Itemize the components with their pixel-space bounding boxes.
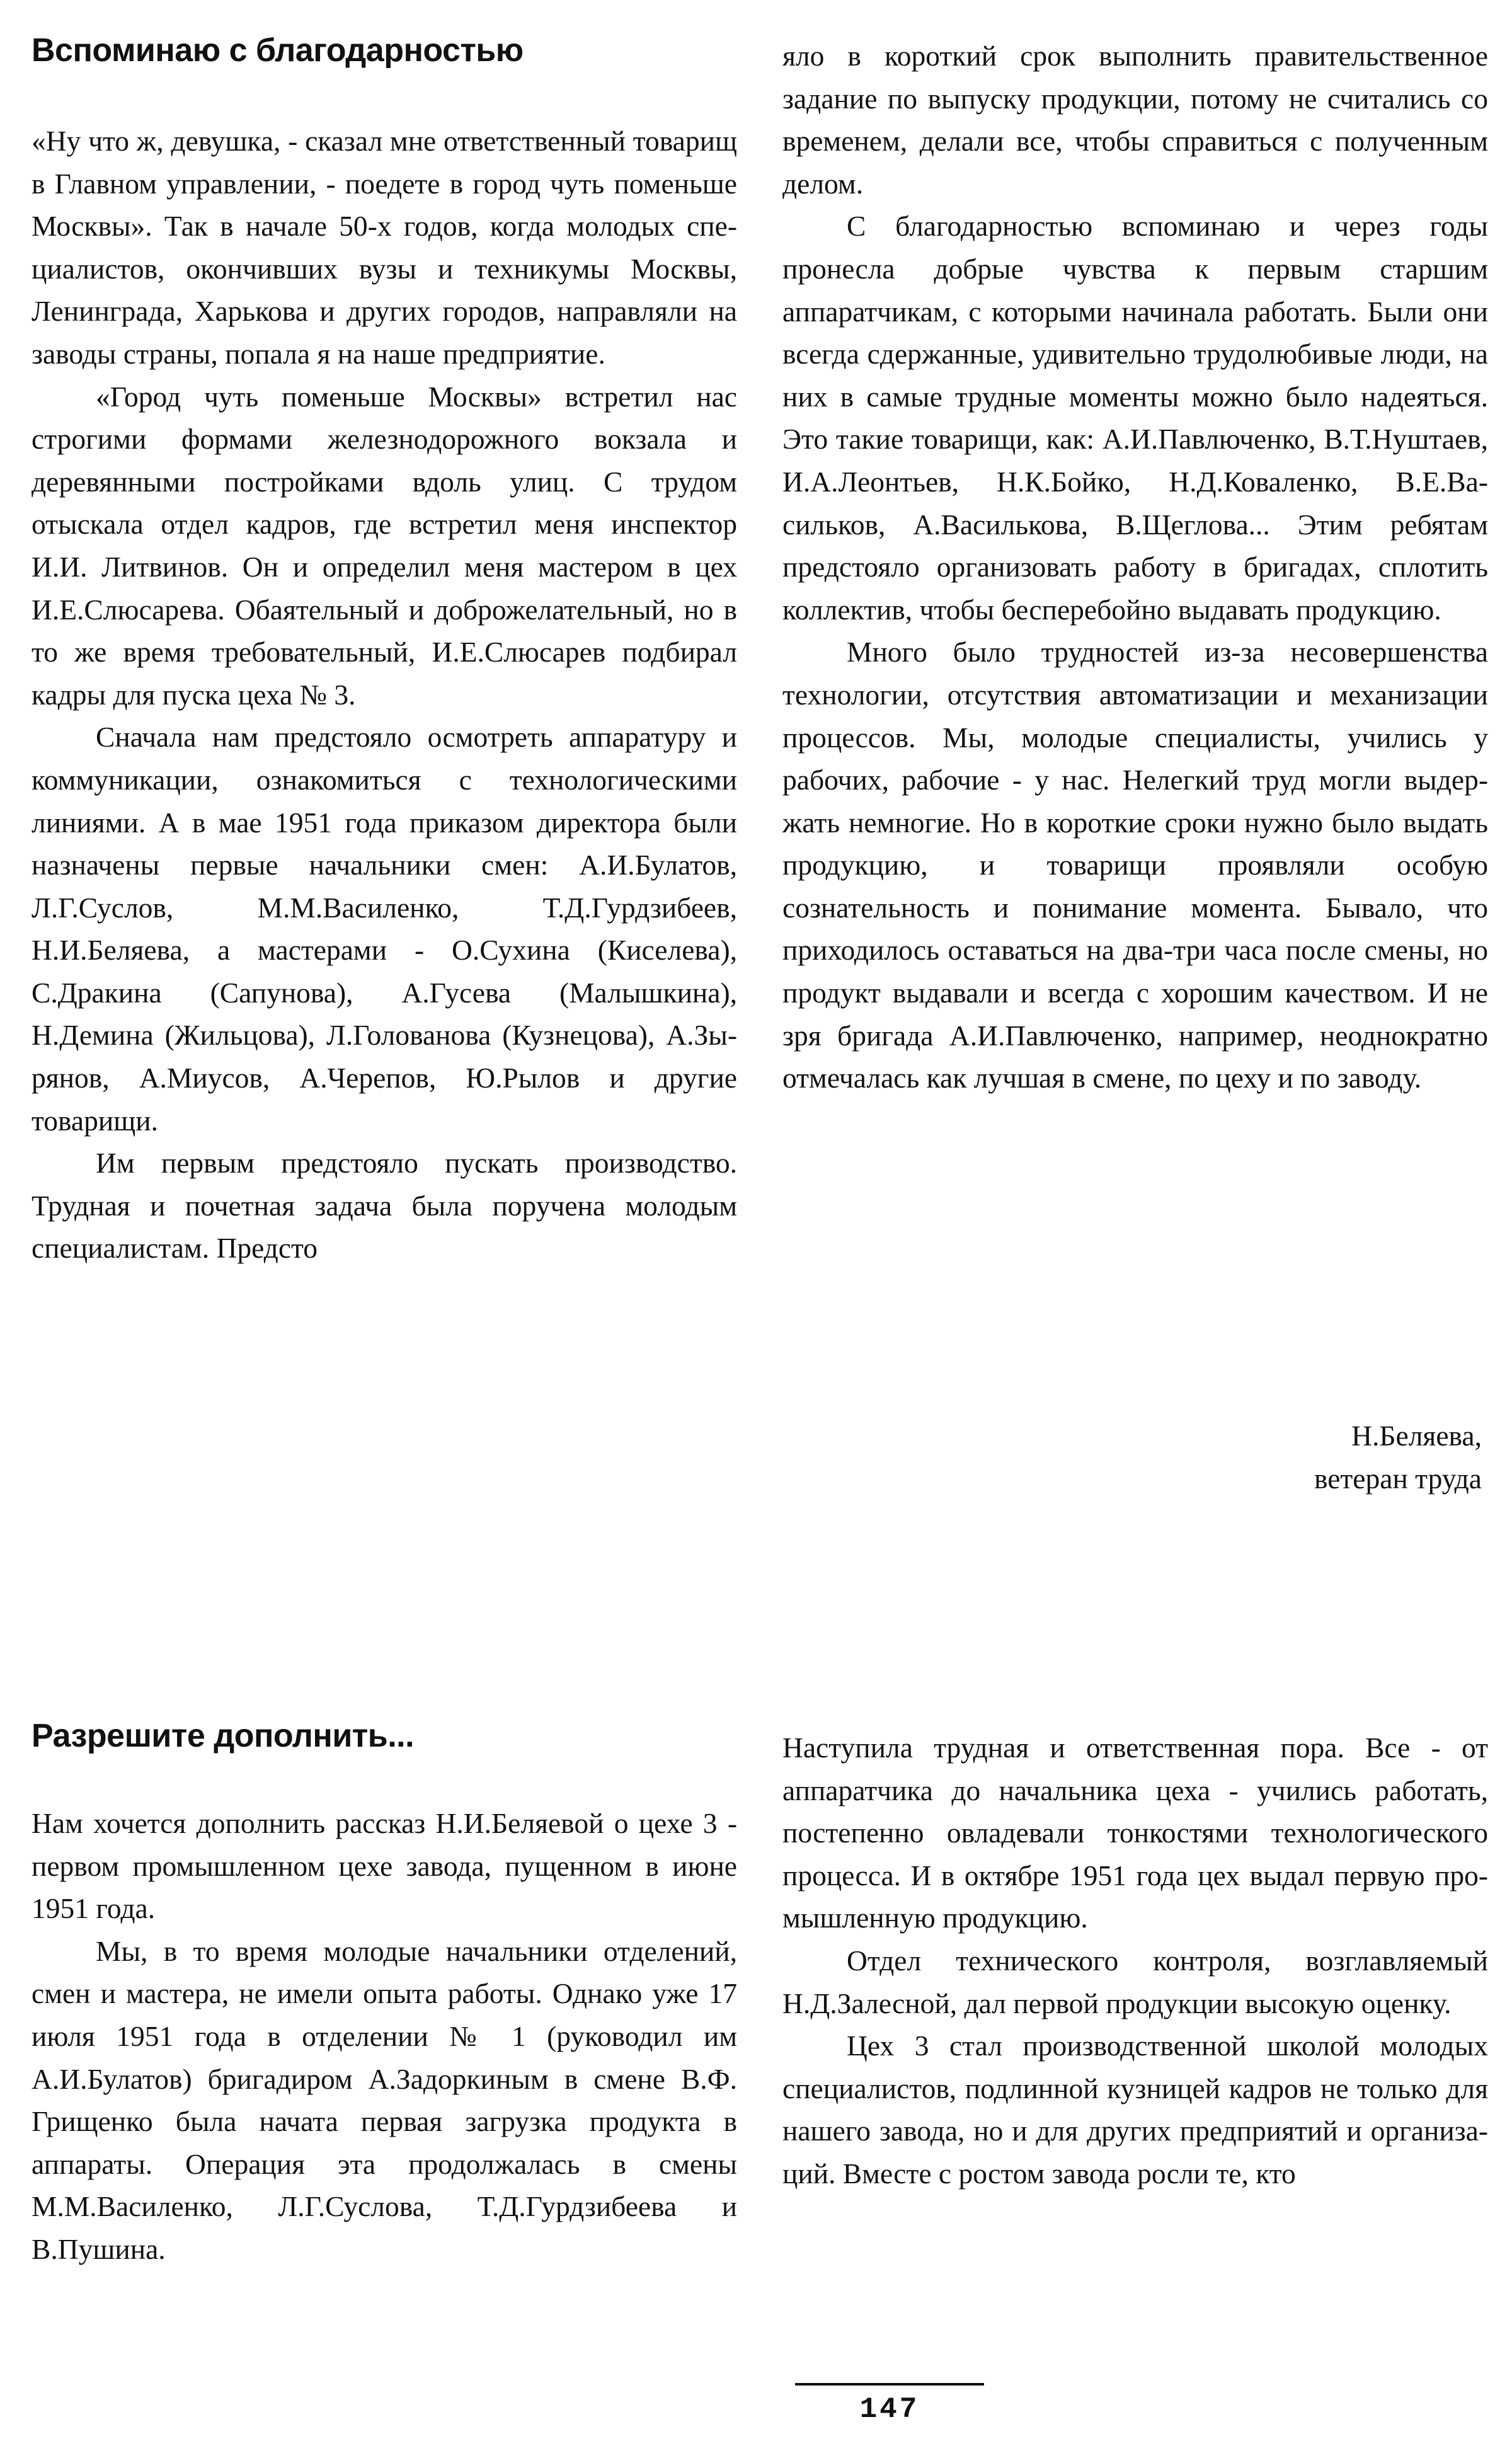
article-2-paragraph-1: Нам хочется дополнить рассказ Н.И.Беляевой о цехе 3 - первом промышленном цехе завода, пущенном в июне 1951 года.: [32, 1807, 737, 1925]
article-2-paragraph-3: Наступила трудная и ответственная пора. Все - от аппаратчика до начальника цеха - учились работать, постепенно овладевали тонкостями технологического процесса. И в октябре 1951 года цех выдал первую промышленную продукцию.: [782, 1731, 1488, 1934]
signature-name: Н.Беляева,: [1351, 1420, 1482, 1452]
article-1-paragraph-3: Сначала нам предстояло осмотреть аппаратуру и коммуникации, ознакомиться с технологическими линиями. А в мае 1951 года приказом директора были назначены первые начальники смен: А.И.Булатов, Л.Г.Суслов, М.М.Василенко, Т.Д.Гурдзибеев, Н.И.Беляева, а мастерами - О.Сухина (Киселева), С.Дракина (Сапунова), А.Гусева (Малышкина), Н.Демина (Жильцова), Л.Голованова (Кузнецова), А.Зырянов, А.Миусов, А.Черепов, Ю.Рылов и другие товарищи.: [32, 721, 737, 1137]
page-number: 147: [859, 2393, 920, 2426]
article-1-left-column: [32, 32, 737, 1270]
article-1-paragraph-5: С благодарностью вспоминаю и через годы пронесла добрые чувства к первым старшим аппаратчикам, с которыми начинала работать. Были они всегда сдержанные, удивительно трудолюбивые люди, на них в самые трудные моменты можно было надеяться. Это такие товарищи, как: А.И.Павлюченко, В.Т.Нуштаев, И.А.Леонтьев, Н.К.Бойко, Н.Д.Коваленко, В.Е.Васильков, А.Василькова, В.Щеглова... Этим ребятам предстояло организовать работу в бригадах, сплотить коллектив, чтобы бесперебойно выдавать продукцию.: [782, 210, 1488, 626]
article-1-paragraph-1: «Ну что ж, девушка, - сказал мне ответственный товарищ в Главном управлении, - поедете в город чуть поменьше Москвы». Так в начале 50-х годов, когда молодых специалистов, окончивших вузы и техникумы Москвы, Ленинграда, Харькова и других городов, направляли на заводы страны, попала я на наше предприятие.: [32, 125, 737, 370]
article-1-paragraph-6: Много было трудностей из-за несовершенства технологии, отсутствия автоматизации и механизации процессов. Мы, молодые специалисты, учились у рабочих, рабочие - у нас. Нелегкий труд могли выдержать немногие. Но в короткие сроки нужно было выдать продукцию, и товарищи проявляли особую сознательность и понимание момента. Бывало, что приходилось оставаться на два-три часа после смены, но продукт выдавали и всегда с хорошим качеством. И не зря бригада А.И.Павлюченко, например, неоднократно отмечалась как лучшая в смене, по цеху и по заводу.: [782, 636, 1488, 1094]
article-2-title: Разрешите дополнить...: [32, 1718, 415, 1754]
article-2-left-column: [32, 1717, 737, 2271]
article-1-paragraph-4: Им первым предстояло пускать производство. Трудная и почетная задача была поручена молодым специалистам. Предсто: [32, 1147, 737, 1265]
article-1-signature: [1314, 1415, 1482, 1500]
signature-title: ветеран труда: [1314, 1462, 1482, 1495]
article-2-right-column: [782, 1726, 1488, 2195]
article-2-paragraph-5: Цех 3 стал производственной школой молодых специалистов, подлинной кузницей кадров не только для нашего завода, но и для других предприятий и организаций. Вместе с ростом завода росли те, кто: [782, 2030, 1488, 2190]
page-number-rule: [795, 2383, 984, 2386]
article-1-right-column: [782, 35, 1488, 1100]
article-2-paragraph-4: Отдел технического контроля, возглавляемый Н.Д.Залесной, дал первой продукции высокую оценку.: [782, 1944, 1488, 2019]
article-1-paragraph-4-continued: яло в короткий срок выполнить правительственное задание по выпуску продукции, потому не считались со временем, делали все, чтобы справиться с полученным делом.: [782, 40, 1488, 200]
article-1-title: Вспоминаю с благодарностью: [32, 32, 524, 69]
article-2-paragraph-2: Мы, в то время молодые начальники отделений, смен и мастера, не имели опыта работы. Однако уже 17 июля 1951 года в отделении № 1 (руководил им А.И.Булатов) бригадиром А.Задоркиным в смене В.Ф. Грищенко была начата первая загрузка продукта в аппараты. Операция эта продолжалась в смены М.М.Василенко, Л.Г.Суслова, Т.Д.Гурдзибеева и В.Пушина.: [32, 1934, 737, 2265]
article-1-paragraph-2: «Город чуть поменьше Москвы» встретил нас строгими формами железнодорожного вокзала и деревянными постройками вдоль улиц. С трудом отыскала отдел кадров, где встретил меня инспектор И.И. Литвинов. Он и определил меня мастером в цех И.Е.Слюсарева. Обаятельный и доброжелательный, но в то же время требовательный, И.Е.Слюсарев подбирал кадры для пуска цеха № 3.: [32, 380, 737, 711]
